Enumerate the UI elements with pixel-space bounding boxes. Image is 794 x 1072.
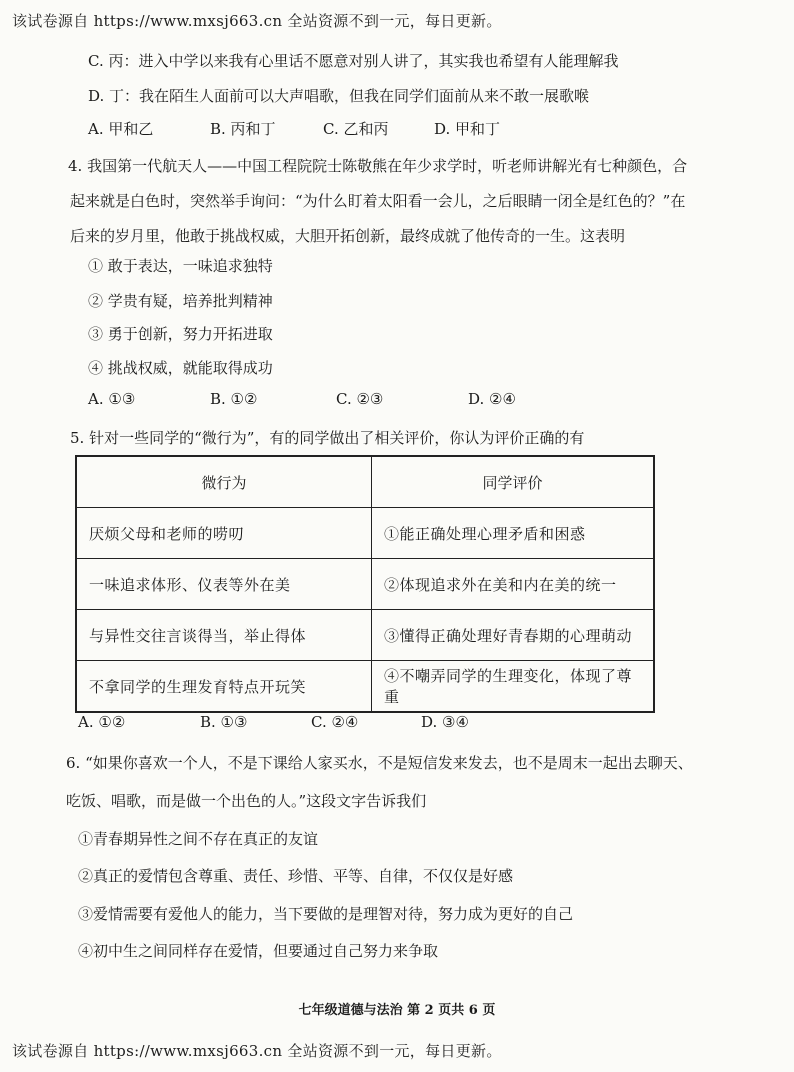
q6-stem-line-2: 吃饭、唱歌，而是做一个出色的人。”这段文字告诉我们 xyxy=(66,792,427,810)
q4-answer-a: A. ①③ xyxy=(88,390,136,408)
table-header-row xyxy=(76,456,654,508)
q3-answer-a: A. 甲和乙 xyxy=(88,120,154,138)
q6-item-1: ①青春期异性之间不存在真正的友谊 xyxy=(78,830,319,848)
table-row xyxy=(76,559,654,610)
q4-item-4: ④ 挑战权威，就能取得成功 xyxy=(88,359,273,377)
q4-stem-line-3: 后来的岁月里，他敢于挑战权威，大胆开拓创新，最终成就了他传奇的一生。这表明 xyxy=(70,227,626,245)
q4-answer-d: D. ②④ xyxy=(468,390,516,408)
column-header-evaluation: 同学评价 xyxy=(372,456,655,508)
table-cell: ①能正确处理心理矛盾和困惑 xyxy=(372,508,655,559)
source-header: 该试卷源自 https://www.mxsj663.cn 全站资源不到一元，每日更新。 xyxy=(12,12,502,30)
table-row xyxy=(76,610,654,661)
q4-item-2: ② 学贵有疑，培养批判精神 xyxy=(88,292,273,310)
q6-item-2: ②真正的爱情包含尊重、责任、珍惜、平等、自律，不仅仅是好感 xyxy=(78,867,514,885)
q5-stem: 5. 针对一些同学的“微行为”，有的同学做出了相关评价，你认为评价正确的有 xyxy=(70,429,585,447)
q3-option-c-text: C. 丙：进入中学以来我有心里话不愿意对别人讲了，其实我也希望有人能理解我 xyxy=(88,52,619,70)
q4-answer-b: B. ①② xyxy=(210,390,258,408)
q5-answer-d: D. ③④ xyxy=(421,713,469,731)
q3-answer-c: C. 乙和丙 xyxy=(323,120,389,138)
q6-item-4: ④初中生之间同样存在爱情，但要通过自己努力来争取 xyxy=(78,942,439,960)
table-cell: 厌烦父母和老师的唠叨 xyxy=(76,508,372,559)
q4-item-1: ① 敢于表达，一味追求独特 xyxy=(88,257,273,275)
column-header-behavior: 微行为 xyxy=(76,456,372,508)
q5-answer-b: B. ①③ xyxy=(200,713,248,731)
q3-answer-b: B. 丙和丁 xyxy=(210,120,276,138)
table-cell: 不拿同学的生理发育特点开玩笑 xyxy=(76,661,372,713)
table-cell: 与异性交往言谈得当，举止得体 xyxy=(76,610,372,661)
q5-evaluation-table xyxy=(75,455,655,713)
q5-answer-a: A. ①② xyxy=(78,713,126,731)
source-footer: 该试卷源自 https://www.mxsj663.cn 全站资源不到一元，每日更新。 xyxy=(12,1042,502,1060)
q4-answer-c: C. ②③ xyxy=(336,390,384,408)
table-cell: ③懂得正确处理好青春期的心理萌动 xyxy=(372,610,655,661)
q3-answer-d: D. 甲和丁 xyxy=(434,120,501,138)
q4-stem-line-1: 4. 我国第一代航天人——中国工程院院士陈敬熊在年少求学时，听老师讲解光有七种颜色，合 xyxy=(68,157,688,175)
table-row xyxy=(76,661,654,713)
table-cell: 一味追求体形、仪表等外在美 xyxy=(76,559,372,610)
q6-stem-line-1: 6. “如果你喜欢一个人，不是下课给人家买水，不是短信发来发去，也不是周末一起出去聊天、 xyxy=(66,754,693,772)
table-row xyxy=(76,508,654,559)
q3-option-d-text: D. 丁：我在陌生人面前可以大声唱歌，但我在同学们面前从来不敢一展歌喉 xyxy=(88,87,590,105)
q6-item-3: ③爱情需要有爱他人的能力，当下要做的是理智对待，努力成为更好的自己 xyxy=(78,905,574,923)
q5-answer-c: C. ②④ xyxy=(311,713,359,731)
table-cell: ④不嘲弄同学的生理变化，体现了尊重 xyxy=(372,661,655,713)
q4-stem-line-2: 起来就是白色时，突然举手询问：“为什么盯着太阳看一会儿，之后眼睛一闭全是红色的？”在 xyxy=(70,192,686,210)
q4-item-3: ③ 勇于创新，努力开拓进取 xyxy=(88,325,273,343)
table-cell: ②体现追求外在美和内在美的统一 xyxy=(372,559,655,610)
page-footer: 七年级道德与法治 第 2 页共 6 页 xyxy=(298,1003,496,1018)
